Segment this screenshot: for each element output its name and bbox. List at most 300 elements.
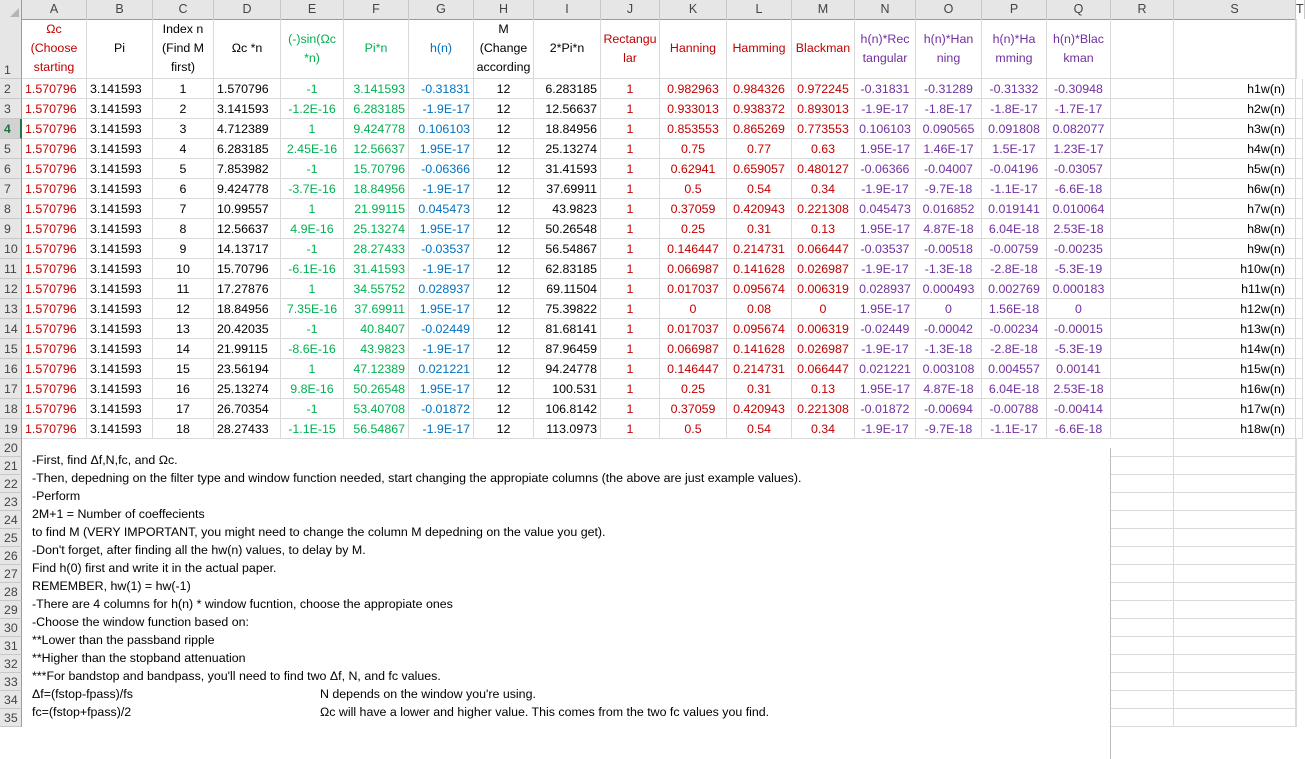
cell-i15[interactable]: 87.96459	[534, 339, 601, 359]
cell-f16[interactable]: 47.12389	[344, 359, 409, 379]
cell-k2[interactable]: 0.982963	[660, 79, 727, 99]
cell-o10[interactable]: -0.00518	[916, 239, 982, 259]
empty-cell[interactable]	[1111, 601, 1174, 619]
cell-t19[interactable]	[1296, 419, 1303, 439]
cell-n5[interactable]: 1.95E-17	[855, 139, 916, 159]
empty-cell[interactable]	[1111, 619, 1174, 637]
cell-c7[interactable]: 6	[153, 179, 214, 199]
cell-g14[interactable]: -0.02449	[409, 319, 474, 339]
empty-cell[interactable]	[1296, 709, 1297, 727]
cell-q9[interactable]: 2.53E-18	[1047, 219, 1111, 239]
cell-k16[interactable]: 0.146447	[660, 359, 727, 379]
row-header-3[interactable]: 3	[0, 99, 22, 119]
cell-m19[interactable]: 0.34	[792, 419, 855, 439]
empty-cell[interactable]	[1111, 493, 1174, 511]
empty-cell[interactable]	[1296, 547, 1297, 565]
cell-s5[interactable]: h4w(n)	[1174, 139, 1296, 159]
header-cell-q[interactable]	[1047, 19, 1111, 79]
cell-b13[interactable]: 3.141593	[87, 299, 153, 319]
cell-m14[interactable]: 0.006319	[792, 319, 855, 339]
empty-cell[interactable]	[1174, 583, 1296, 601]
cell-r10[interactable]	[1111, 239, 1174, 259]
cell-r11[interactable]	[1111, 259, 1174, 279]
cell-i11[interactable]: 62.83185	[534, 259, 601, 279]
cell-d4[interactable]: 4.712389	[214, 119, 281, 139]
cell-k14[interactable]: 0.017037	[660, 319, 727, 339]
cell-e7[interactable]: -3.7E-16	[281, 179, 344, 199]
cell-l12[interactable]: 0.095674	[727, 279, 792, 299]
cell-n11[interactable]: -1.9E-17	[855, 259, 916, 279]
empty-cell[interactable]	[1296, 601, 1297, 619]
cell-j16[interactable]: 1	[601, 359, 660, 379]
cell-f2[interactable]: 3.141593	[344, 79, 409, 99]
header-cell-l[interactable]	[727, 19, 792, 79]
cell-e5[interactable]: 2.45E-16	[281, 139, 344, 159]
cell-k15[interactable]: 0.066987	[660, 339, 727, 359]
cell-m18[interactable]: 0.221308	[792, 399, 855, 419]
empty-cell[interactable]	[1296, 493, 1297, 511]
cell-i12[interactable]: 69.11504	[534, 279, 601, 299]
cell-g11[interactable]: -1.9E-17	[409, 259, 474, 279]
cell-e19[interactable]: -1.1E-15	[281, 419, 344, 439]
row-header-14[interactable]: 14	[0, 319, 22, 339]
cell-r9[interactable]	[1111, 219, 1174, 239]
cell-r12[interactable]	[1111, 279, 1174, 299]
cell-l17[interactable]: 0.31	[727, 379, 792, 399]
cell-b11[interactable]: 3.141593	[87, 259, 153, 279]
empty-cell[interactable]	[1174, 493, 1296, 511]
cell-t18[interactable]	[1296, 399, 1303, 419]
cell-s11[interactable]: h10w(n)	[1174, 259, 1296, 279]
cell-n17[interactable]: 1.95E-17	[855, 379, 916, 399]
column-header-g[interactable]: G	[409, 0, 474, 19]
cell-l13[interactable]: 0.08	[727, 299, 792, 319]
cell-b6[interactable]: 3.141593	[87, 159, 153, 179]
cell-i5[interactable]: 25.13274	[534, 139, 601, 159]
row-header-30[interactable]: 30	[0, 619, 22, 637]
header-cell-d[interactable]	[214, 19, 281, 79]
cell-m8[interactable]: 0.221308	[792, 199, 855, 219]
row-header-17[interactable]: 17	[0, 379, 22, 399]
row-header-26[interactable]: 26	[0, 547, 22, 565]
cell-a18[interactable]: 1.570796	[22, 399, 87, 419]
cell-t4[interactable]	[1296, 119, 1303, 139]
cell-q12[interactable]: 0.000183	[1047, 279, 1111, 299]
header-cell-o[interactable]	[916, 19, 982, 79]
cell-r13[interactable]	[1111, 299, 1174, 319]
cell-n7[interactable]: -1.9E-17	[855, 179, 916, 199]
cell-s4[interactable]: h3w(n)	[1174, 119, 1296, 139]
row-header-1[interactable]: 1	[0, 19, 22, 79]
cell-g17[interactable]: 1.95E-17	[409, 379, 474, 399]
cell-o8[interactable]: 0.016852	[916, 199, 982, 219]
cell-m7[interactable]: 0.34	[792, 179, 855, 199]
header-cell-t[interactable]	[1296, 19, 1297, 79]
cell-t3[interactable]	[1296, 99, 1303, 119]
cell-a15[interactable]: 1.570796	[22, 339, 87, 359]
cell-j11[interactable]: 1	[601, 259, 660, 279]
empty-cell[interactable]	[1174, 475, 1296, 493]
cell-l9[interactable]: 0.31	[727, 219, 792, 239]
cell-s14[interactable]: h13w(n)	[1174, 319, 1296, 339]
empty-cell[interactable]	[1111, 511, 1174, 529]
column-header-a[interactable]: A	[22, 0, 87, 19]
cell-g2[interactable]: -0.31831	[409, 79, 474, 99]
cell-h7[interactable]: 12	[474, 179, 534, 199]
cell-e12[interactable]: 1	[281, 279, 344, 299]
empty-cell[interactable]	[1111, 529, 1174, 547]
cell-g12[interactable]: 0.028937	[409, 279, 474, 299]
cell-g10[interactable]: -0.03537	[409, 239, 474, 259]
row-header-25[interactable]: 25	[0, 529, 22, 547]
cell-e4[interactable]: 1	[281, 119, 344, 139]
cell-n2[interactable]: -0.31831	[855, 79, 916, 99]
row-header-29[interactable]: 29	[0, 601, 22, 619]
cell-h18[interactable]: 12	[474, 399, 534, 419]
column-header-j[interactable]: J	[601, 0, 660, 19]
cell-c13[interactable]: 12	[153, 299, 214, 319]
cell-s13[interactable]: h12w(n)	[1174, 299, 1296, 319]
cell-p3[interactable]: -1.8E-17	[982, 99, 1047, 119]
cell-m16[interactable]: 0.066447	[792, 359, 855, 379]
cell-m4[interactable]: 0.773553	[792, 119, 855, 139]
row-header-13[interactable]: 13	[0, 299, 22, 319]
empty-cell[interactable]	[1111, 439, 1174, 457]
header-cell-c[interactable]	[153, 19, 214, 79]
cell-b17[interactable]: 3.141593	[87, 379, 153, 399]
cell-t10[interactable]	[1296, 239, 1303, 259]
cell-n9[interactable]: 1.95E-17	[855, 219, 916, 239]
cell-o18[interactable]: -0.00694	[916, 399, 982, 419]
cell-h3[interactable]: 12	[474, 99, 534, 119]
cell-c15[interactable]: 14	[153, 339, 214, 359]
cell-p6[interactable]: -0.04196	[982, 159, 1047, 179]
row-header-32[interactable]: 32	[0, 655, 22, 673]
cell-j7[interactable]: 1	[601, 179, 660, 199]
row-header-8[interactable]: 8	[0, 199, 22, 219]
cell-r15[interactable]	[1111, 339, 1174, 359]
column-header-m[interactable]: M	[792, 0, 855, 19]
empty-cell[interactable]	[1111, 691, 1174, 709]
cell-s16[interactable]: h15w(n)	[1174, 359, 1296, 379]
header-cell-j[interactable]	[601, 19, 660, 79]
empty-cell[interactable]	[1111, 673, 1174, 691]
cell-c16[interactable]: 15	[153, 359, 214, 379]
cell-c6[interactable]: 5	[153, 159, 214, 179]
column-header-s[interactable]: S	[1174, 0, 1296, 19]
cell-t14[interactable]	[1296, 319, 1303, 339]
header-cell-f[interactable]	[344, 19, 409, 79]
empty-cell[interactable]	[1111, 547, 1174, 565]
cell-c2[interactable]: 1	[153, 79, 214, 99]
row-header-15[interactable]: 15	[0, 339, 22, 359]
cell-g5[interactable]: 1.95E-17	[409, 139, 474, 159]
cell-p17[interactable]: 6.04E-18	[982, 379, 1047, 399]
cell-r2[interactable]	[1111, 79, 1174, 99]
cell-q5[interactable]: 1.23E-17	[1047, 139, 1111, 159]
cell-h12[interactable]: 12	[474, 279, 534, 299]
cell-s3[interactable]: h2w(n)	[1174, 99, 1296, 119]
cell-a8[interactable]: 1.570796	[22, 199, 87, 219]
cell-g9[interactable]: 1.95E-17	[409, 219, 474, 239]
cell-k19[interactable]: 0.5	[660, 419, 727, 439]
cell-s7[interactable]: h6w(n)	[1174, 179, 1296, 199]
cell-b14[interactable]: 3.141593	[87, 319, 153, 339]
row-header-31[interactable]: 31	[0, 637, 22, 655]
cell-n16[interactable]: 0.021221	[855, 359, 916, 379]
cell-q14[interactable]: -0.00015	[1047, 319, 1111, 339]
cell-n18[interactable]: -0.01872	[855, 399, 916, 419]
cell-b19[interactable]: 3.141593	[87, 419, 153, 439]
notes-textbox[interactable]	[22, 448, 1111, 759]
cell-b18[interactable]: 3.141593	[87, 399, 153, 419]
cell-f17[interactable]: 50.26548	[344, 379, 409, 399]
cell-g4[interactable]: 0.106103	[409, 119, 474, 139]
empty-cell[interactable]	[1174, 691, 1296, 709]
cell-b15[interactable]: 3.141593	[87, 339, 153, 359]
cell-m9[interactable]: 0.13	[792, 219, 855, 239]
cell-o19[interactable]: -9.7E-18	[916, 419, 982, 439]
cell-c18[interactable]: 17	[153, 399, 214, 419]
cell-n10[interactable]: -0.03537	[855, 239, 916, 259]
cell-g19[interactable]: -1.9E-17	[409, 419, 474, 439]
cell-t11[interactable]	[1296, 259, 1303, 279]
row-header-4[interactable]: 4	[0, 119, 22, 139]
row-header-22[interactable]: 22	[0, 475, 22, 493]
cell-j14[interactable]: 1	[601, 319, 660, 339]
cell-c3[interactable]: 2	[153, 99, 214, 119]
cell-p15[interactable]: -2.8E-18	[982, 339, 1047, 359]
cell-o3[interactable]: -1.8E-17	[916, 99, 982, 119]
cell-h19[interactable]: 12	[474, 419, 534, 439]
cell-l15[interactable]: 0.141628	[727, 339, 792, 359]
cell-d19[interactable]: 28.27433	[214, 419, 281, 439]
empty-cell[interactable]	[1174, 619, 1296, 637]
cell-c8[interactable]: 7	[153, 199, 214, 219]
row-header-19[interactable]: 19	[0, 419, 22, 439]
cell-s19[interactable]: h18w(n)	[1174, 419, 1296, 439]
cell-g18[interactable]: -0.01872	[409, 399, 474, 419]
column-header-n[interactable]: N	[855, 0, 916, 19]
cell-d12[interactable]: 17.27876	[214, 279, 281, 299]
cell-s18[interactable]: h17w(n)	[1174, 399, 1296, 419]
cell-c11[interactable]: 10	[153, 259, 214, 279]
header-cell-h[interactable]	[474, 19, 534, 79]
empty-cell[interactable]	[1174, 601, 1296, 619]
cell-j5[interactable]: 1	[601, 139, 660, 159]
cell-a12[interactable]: 1.570796	[22, 279, 87, 299]
cell-p14[interactable]: -0.00234	[982, 319, 1047, 339]
cell-g16[interactable]: 0.021221	[409, 359, 474, 379]
empty-cell[interactable]	[1174, 655, 1296, 673]
empty-cell[interactable]	[1296, 619, 1297, 637]
cell-g15[interactable]: -1.9E-17	[409, 339, 474, 359]
cell-i6[interactable]: 31.41593	[534, 159, 601, 179]
cell-g7[interactable]: -1.9E-17	[409, 179, 474, 199]
cell-d16[interactable]: 23.56194	[214, 359, 281, 379]
row-header-21[interactable]: 21	[0, 457, 22, 475]
cell-s10[interactable]: h9w(n)	[1174, 239, 1296, 259]
cell-o17[interactable]: 4.87E-18	[916, 379, 982, 399]
cell-f10[interactable]: 28.27433	[344, 239, 409, 259]
header-cell-k[interactable]	[660, 19, 727, 79]
cell-s12[interactable]: h11w(n)	[1174, 279, 1296, 299]
cell-c17[interactable]: 16	[153, 379, 214, 399]
empty-cell[interactable]	[1174, 547, 1296, 565]
cell-j8[interactable]: 1	[601, 199, 660, 219]
cell-h6[interactable]: 12	[474, 159, 534, 179]
cell-a4[interactable]: 1.570796	[22, 119, 87, 139]
row-header-5[interactable]: 5	[0, 139, 22, 159]
cell-e17[interactable]: 9.8E-16	[281, 379, 344, 399]
cell-b9[interactable]: 3.141593	[87, 219, 153, 239]
cell-b7[interactable]: 3.141593	[87, 179, 153, 199]
cell-c19[interactable]: 18	[153, 419, 214, 439]
cell-r3[interactable]	[1111, 99, 1174, 119]
cell-r8[interactable]	[1111, 199, 1174, 219]
cell-s9[interactable]: h8w(n)	[1174, 219, 1296, 239]
cell-e2[interactable]: -1	[281, 79, 344, 99]
cell-t12[interactable]	[1296, 279, 1303, 299]
cell-c10[interactable]: 9	[153, 239, 214, 259]
cell-k6[interactable]: 0.62941	[660, 159, 727, 179]
cell-d10[interactable]: 14.13717	[214, 239, 281, 259]
cell-h5[interactable]: 12	[474, 139, 534, 159]
cell-b8[interactable]: 3.141593	[87, 199, 153, 219]
cell-r6[interactable]	[1111, 159, 1174, 179]
row-header-12[interactable]: 12	[0, 279, 22, 299]
cell-h8[interactable]: 12	[474, 199, 534, 219]
cell-l18[interactable]: 0.420943	[727, 399, 792, 419]
row-header-10[interactable]: 10	[0, 239, 22, 259]
cell-r7[interactable]	[1111, 179, 1174, 199]
cell-r14[interactable]	[1111, 319, 1174, 339]
cell-a9[interactable]: 1.570796	[22, 219, 87, 239]
empty-cell[interactable]	[1296, 565, 1297, 583]
cell-k3[interactable]: 0.933013	[660, 99, 727, 119]
row-header-11[interactable]: 11	[0, 259, 22, 279]
cell-q8[interactable]: 0.010064	[1047, 199, 1111, 219]
column-header-d[interactable]: D	[214, 0, 281, 19]
cell-h17[interactable]: 12	[474, 379, 534, 399]
cell-t8[interactable]	[1296, 199, 1303, 219]
cell-f13[interactable]: 37.69911	[344, 299, 409, 319]
cell-b16[interactable]: 3.141593	[87, 359, 153, 379]
cell-i9[interactable]: 50.26548	[534, 219, 601, 239]
cell-a7[interactable]: 1.570796	[22, 179, 87, 199]
cell-c12[interactable]: 11	[153, 279, 214, 299]
cell-f19[interactable]: 56.54867	[344, 419, 409, 439]
empty-cell[interactable]	[1296, 529, 1297, 547]
empty-cell[interactable]	[1296, 457, 1297, 475]
cell-n4[interactable]: 0.106103	[855, 119, 916, 139]
cell-e11[interactable]: -6.1E-16	[281, 259, 344, 279]
cell-g13[interactable]: 1.95E-17	[409, 299, 474, 319]
cell-f14[interactable]: 40.8407	[344, 319, 409, 339]
cell-r5[interactable]	[1111, 139, 1174, 159]
empty-cell[interactable]	[1111, 637, 1174, 655]
empty-cell[interactable]	[1296, 439, 1297, 457]
cell-d3[interactable]: 3.141593	[214, 99, 281, 119]
cell-f18[interactable]: 53.40708	[344, 399, 409, 419]
cell-m3[interactable]: 0.893013	[792, 99, 855, 119]
column-header-e[interactable]: E	[281, 0, 344, 19]
cell-r19[interactable]	[1111, 419, 1174, 439]
cell-f11[interactable]: 31.41593	[344, 259, 409, 279]
cell-i10[interactable]: 56.54867	[534, 239, 601, 259]
cell-i8[interactable]: 43.9823	[534, 199, 601, 219]
cell-k4[interactable]: 0.853553	[660, 119, 727, 139]
cell-f12[interactable]: 34.55752	[344, 279, 409, 299]
cell-a5[interactable]: 1.570796	[22, 139, 87, 159]
cell-l19[interactable]: 0.54	[727, 419, 792, 439]
empty-cell[interactable]	[1296, 637, 1297, 655]
cell-o12[interactable]: 0.000493	[916, 279, 982, 299]
cell-b5[interactable]: 3.141593	[87, 139, 153, 159]
cell-e3[interactable]: -1.2E-16	[281, 99, 344, 119]
empty-cell[interactable]	[1111, 565, 1174, 583]
cell-i17[interactable]: 100.531	[534, 379, 601, 399]
cell-p19[interactable]: -1.1E-17	[982, 419, 1047, 439]
cell-r4[interactable]	[1111, 119, 1174, 139]
cell-a10[interactable]: 1.570796	[22, 239, 87, 259]
cell-s6[interactable]: h5w(n)	[1174, 159, 1296, 179]
empty-cell[interactable]	[1174, 637, 1296, 655]
cell-h16[interactable]: 12	[474, 359, 534, 379]
row-header-18[interactable]: 18	[0, 399, 22, 419]
cell-n15[interactable]: -1.9E-17	[855, 339, 916, 359]
cell-e8[interactable]: 1	[281, 199, 344, 219]
cell-m17[interactable]: 0.13	[792, 379, 855, 399]
cell-l3[interactable]: 0.938372	[727, 99, 792, 119]
header-cell-i[interactable]	[534, 19, 601, 79]
cell-j2[interactable]: 1	[601, 79, 660, 99]
cell-j10[interactable]: 1	[601, 239, 660, 259]
cell-m13[interactable]: 0	[792, 299, 855, 319]
row-header-20[interactable]: 20	[0, 439, 22, 457]
row-header-16[interactable]: 16	[0, 359, 22, 379]
cell-t15[interactable]	[1296, 339, 1303, 359]
cell-e16[interactable]: 1	[281, 359, 344, 379]
cell-f15[interactable]: 43.9823	[344, 339, 409, 359]
cell-h13[interactable]: 12	[474, 299, 534, 319]
cell-p7[interactable]: -1.1E-17	[982, 179, 1047, 199]
column-header-b[interactable]: B	[87, 0, 153, 19]
header-cell-s[interactable]	[1174, 19, 1296, 79]
cell-q18[interactable]: -0.00414	[1047, 399, 1111, 419]
cell-q3[interactable]: -1.7E-17	[1047, 99, 1111, 119]
empty-cell[interactable]	[1174, 709, 1296, 727]
cell-q16[interactable]: 0.00141	[1047, 359, 1111, 379]
cell-d15[interactable]: 21.99115	[214, 339, 281, 359]
row-header-27[interactable]: 27	[0, 565, 22, 583]
cell-a2[interactable]: 1.570796	[22, 79, 87, 99]
cell-k5[interactable]: 0.75	[660, 139, 727, 159]
column-header-l[interactable]: L	[727, 0, 792, 19]
column-header-f[interactable]: F	[344, 0, 409, 19]
cell-t16[interactable]	[1296, 359, 1303, 379]
cell-o5[interactable]: 1.46E-17	[916, 139, 982, 159]
cell-i3[interactable]: 12.56637	[534, 99, 601, 119]
cell-q10[interactable]: -0.00235	[1047, 239, 1111, 259]
cell-a3[interactable]: 1.570796	[22, 99, 87, 119]
cell-m6[interactable]: 0.480127	[792, 159, 855, 179]
row-header-34[interactable]: 34	[0, 691, 22, 709]
cell-o13[interactable]: 0	[916, 299, 982, 319]
cell-p2[interactable]: -0.31332	[982, 79, 1047, 99]
cell-e18[interactable]: -1	[281, 399, 344, 419]
row-header-2[interactable]: 2	[0, 79, 22, 99]
